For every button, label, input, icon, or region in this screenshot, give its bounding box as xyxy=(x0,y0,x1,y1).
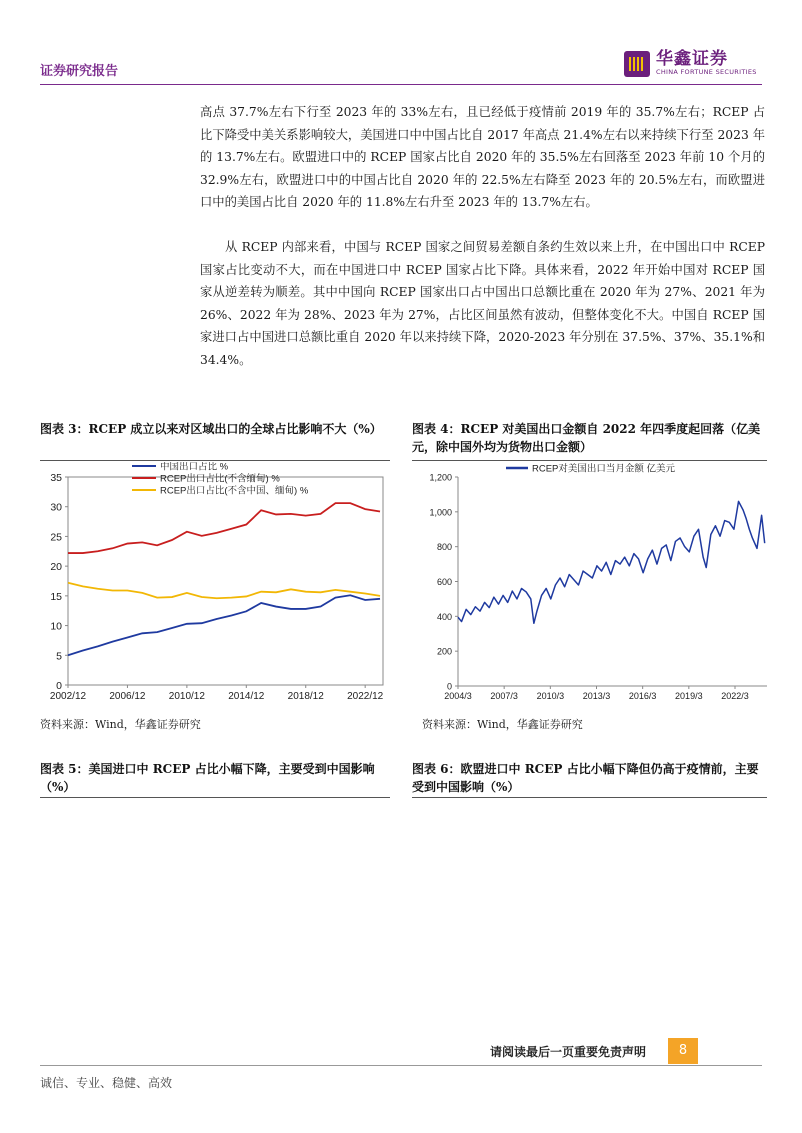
x-tick-label: 2016/3 xyxy=(628,691,657,701)
y-tick-label: 15 xyxy=(50,590,62,603)
y-tick-label: 0 xyxy=(56,680,62,692)
x-tick-label: 2006/12 xyxy=(109,691,146,702)
y-tick-label: 20 xyxy=(50,561,62,574)
y-tick-label: 200 xyxy=(436,646,452,657)
y-tick-label: 25 xyxy=(50,531,62,544)
x-tick-label: 2002/12 xyxy=(49,691,87,702)
figure-5-title: 图表 5：美国进口中 RCEP 占比小幅下降，主要受到中国影响（%） xyxy=(40,762,375,794)
logo-name-cn: 华鑫证券 xyxy=(656,49,728,69)
series-line-1 xyxy=(68,595,380,655)
figure-4-chart xyxy=(412,462,767,707)
header-divider xyxy=(40,84,762,85)
legend-label-1: 中国出口占比 % xyxy=(160,462,229,473)
figure-3-divider xyxy=(40,460,390,461)
x-tick-label: 2007/3 xyxy=(490,691,518,701)
y-tick-label: 400 xyxy=(436,611,452,622)
y-tick-label: 800 xyxy=(436,542,452,553)
figure-3-chart xyxy=(40,462,395,707)
x-tick-label: 2022/12 xyxy=(347,691,384,702)
x-tick-label: 2013/3 xyxy=(582,691,611,701)
legend-label-1: RCEP对美国出口当月金额 亿美元 xyxy=(532,463,676,475)
logo-name-en: CHINA FORTUNE SECURITIES xyxy=(656,68,757,76)
figure-3-source: 资料来源：Wind，华鑫证券研究 xyxy=(40,718,201,731)
figure-4-title: 图表 4：RCEP 对美国出口金额自 2022 年四季度起回落（亿美元，除中国外均为货物出口金额） xyxy=(412,422,761,454)
series-line-3 xyxy=(68,583,380,598)
series-line-2 xyxy=(68,503,380,553)
figure-4-divider xyxy=(412,460,767,461)
x-tick-label: 2010/12 xyxy=(168,691,205,702)
disclaimer-notice: 请阅读最后一页重要免责声明 xyxy=(490,1045,647,1059)
body-paragraph-1: 高点 37.7%左右下行至 2023 年的 33%左右，且已经低于疫情前 2019 年的 35.7%左右；RCEP 占比下降受中美关系影响较大，美国进口中中国占比自 2017 年高点 21.4%左右以来持续下行至 2023 年的 13.7%左右。欧盟进口中的 RCEP 国家占比自 2020 年的 35.5%左右回落至 2023 年前 10 个月的 32.9%左右，欧盟进口中的中国占比自 2020 年的 22.5%左右降至 2023 年的 20.5%左右，而欧盟进口中的美国占比自 2020 年的 11.8%左右升至 2023 年的 13.7%左右。 xyxy=(200,105,765,209)
x-tick-label: 2022/3 xyxy=(721,691,749,701)
x-tick-label: 2014/12 xyxy=(228,691,265,702)
report-type-label: 证券研究报告 xyxy=(40,64,119,79)
figure-5-divider xyxy=(40,797,390,798)
y-tick-label: 35 xyxy=(50,472,62,484)
y-tick-label: 30 xyxy=(50,501,62,514)
y-tick-label: 5 xyxy=(56,650,62,663)
footer-slogan: 诚信、专业、稳健、高效 xyxy=(40,1076,173,1090)
y-tick-label: 600 xyxy=(436,577,452,587)
y-tick-label: 1,000 xyxy=(429,507,452,518)
legend-label-3: RCEP出口占比(不含中国、缅甸) % xyxy=(160,485,309,497)
x-tick-label: 2018/12 xyxy=(287,691,324,702)
x-tick-label: 2004/3 xyxy=(444,691,472,701)
figure-4-source: 资料来源：Wind，华鑫证券研究 xyxy=(422,718,583,731)
x-tick-label: 2010/3 xyxy=(536,691,565,701)
figure-3-title: 图表 3：RCEP 成立以来对区域出口的全球占比影响不大（%） xyxy=(40,422,382,436)
y-tick-label: 0 xyxy=(446,681,452,692)
page-number: 8 xyxy=(668,1038,698,1064)
company-logo xyxy=(624,50,757,77)
series-line-1 xyxy=(458,501,765,623)
figure-6-title: 图表 6：欧盟进口中 RCEP 占比小幅下降但仍高于疫情前，主要受到中国影响（%） xyxy=(412,762,759,794)
footer-divider xyxy=(40,1065,762,1066)
plot-frame xyxy=(68,477,383,685)
figure-6-divider xyxy=(412,797,767,798)
y-tick-label: 1,200 xyxy=(429,472,452,483)
logo-mark-icon xyxy=(624,51,650,77)
legend-label-2: RCEP出口占比(不含缅甸) % xyxy=(160,473,280,485)
x-tick-label: 2019/3 xyxy=(675,691,703,701)
y-tick-label: 10 xyxy=(50,620,62,633)
body-paragraph-2: 从 RCEP 内部来看，中国与 RCEP 国家之间贸易差额自条约生效以来上升，在中国出口中 RCEP 国家占比变动不大，而在中国进口中 RCEP 国家占比下降。具体来看，2022 年开始中国对 RCEP 国家从逆差转为顺差。其中中国向 RCEP 国家出口占中国出口总额比重在 2020 年为 27%、2021 年为 26%、2022 年为 28%、2023 年为 27%，占比区间虽然有波动，但整体变化不大。中国自 RCEP 国家进口占中国进口总额比重自 2020 年以来持续下降，2020-2023 年分别在 37.5%、37%、35.1%和 34.4%。 xyxy=(200,240,765,367)
